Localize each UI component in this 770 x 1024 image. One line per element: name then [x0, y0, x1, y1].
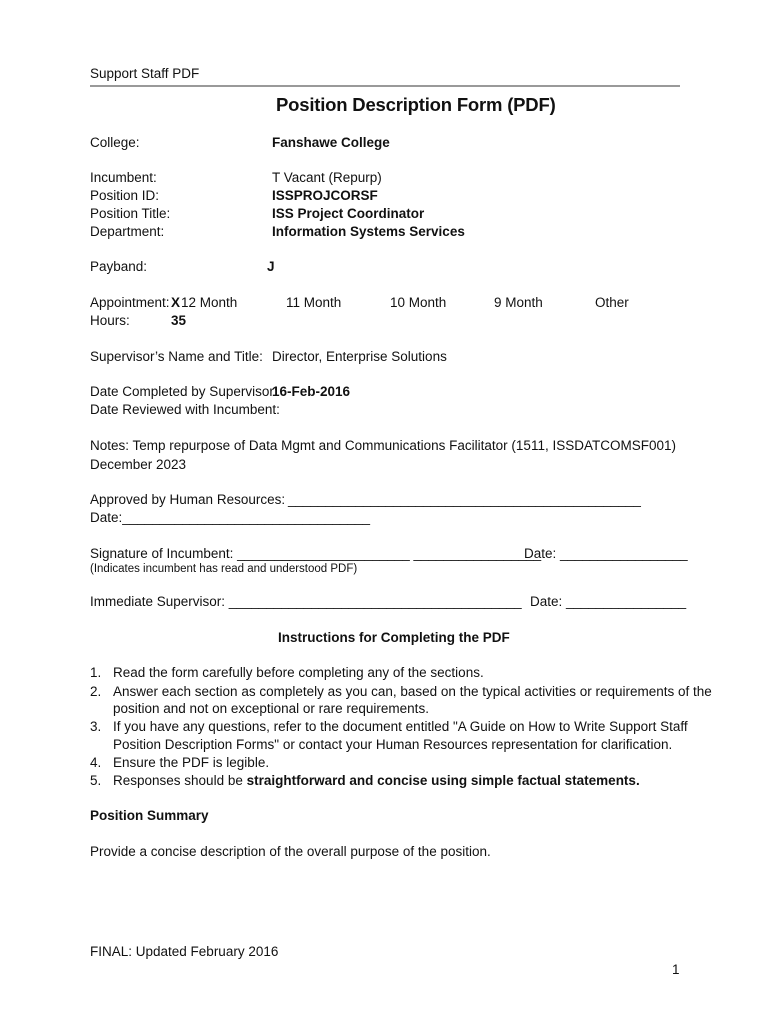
hr-approval-label: Approved by Human Resources: — [90, 492, 286, 507]
department-value: Information Systems Services — [272, 224, 465, 239]
supervisor-label: Supervisor’s Name and Title: — [90, 349, 263, 364]
list-item-number: 1. — [90, 665, 102, 680]
appointment-option-11-month[interactable]: 11 Month — [286, 295, 342, 310]
hours-label: Hours: — [90, 313, 130, 328]
appointment-label: Appointment: — [90, 295, 170, 310]
incumbent-signature-date[interactable]: Date: _________________ — [524, 546, 688, 561]
list-item-text: Answer each section as completely as you can, based on the typical activities or requirements of the — [113, 684, 712, 699]
department-label: Department: — [90, 224, 165, 239]
supervisor-signature-date[interactable]: Date: ________________ — [530, 594, 687, 609]
position-id-label: Position ID: — [90, 188, 160, 203]
appointment-option-10-month[interactable]: 10 Month — [390, 295, 447, 310]
list-item-text: Read the form carefully before completing any of the sections. — [113, 665, 484, 680]
list-item-text-emphasis: straightforward and concise using simple factual statements. — [246, 773, 640, 788]
appointment-selected-mark: X — [171, 295, 181, 310]
list-item-text: Ensure the PDF is legible. — [113, 755, 270, 770]
hr-approval-line[interactable]: _______________________________________________ — [288, 492, 641, 507]
list-item-text — [113, 773, 640, 788]
incumbent-value: T Vacant (Repurp) — [272, 170, 382, 185]
list-item-number: 2. — [90, 684, 102, 699]
list-item-text-continued: position and not on exceptional or rare requirements. — [113, 701, 429, 716]
list-item-number: 3. — [90, 719, 102, 734]
payband-label: Payband: — [90, 259, 148, 274]
college-value: Fanshawe College — [272, 135, 390, 150]
hr-approval-date[interactable]: Date:_________________________________ — [90, 510, 371, 525]
position-title-label: Position Title: — [90, 206, 171, 221]
notes-line-2: December 2023 — [90, 457, 187, 472]
college-label: College: — [90, 135, 140, 150]
incumbent-label: Incumbent: — [90, 170, 157, 185]
position-summary-prompt: Provide a concise description of the overall purpose of the position. — [90, 844, 491, 859]
supervisor-value: Director, Enterprise Solutions — [272, 349, 447, 364]
hours-value: 35 — [171, 313, 187, 328]
page-number: 1 — [672, 962, 680, 977]
supervisor-signature-line[interactable]: Immediate Supervisor: _______________________________________ — [90, 594, 522, 609]
date-completed-value: 16-Feb-2016 — [272, 384, 351, 399]
incumbent-signature-note: (Indicates incumbent has read and understood PDF) — [90, 563, 358, 575]
footer-status: FINAL: Updated February 2016 — [90, 944, 279, 959]
appointment-option-other[interactable]: Other — [595, 295, 629, 310]
document-title: Position Description Form (PDF) — [276, 94, 556, 115]
position-id-value: ISSPROJCORSF — [272, 188, 378, 203]
date-completed-label: Date Completed by Supervisor: — [90, 384, 278, 399]
list-item-text-plain: Responses should be — [113, 773, 247, 788]
position-title-value: ISS Project Coordinator — [272, 206, 425, 221]
list-item-number: 4. — [90, 755, 102, 770]
incumbent-signature-line[interactable]: Signature of Incumbent: _______________________ _________________ — [90, 546, 542, 561]
appointment-option-12-month[interactable]: 12 Month — [181, 295, 238, 310]
instructions-heading: Instructions for Completing the PDF — [278, 630, 510, 645]
appointment-option-9-month[interactable]: 9 Month — [494, 295, 543, 310]
notes-line-1: Notes: Temp repurpose of Data Mgmt and Communications Facilitator (1511, ISSDATCOMSF001) — [90, 438, 676, 453]
list-item-text: If you have any questions, refer to the document entitled "A Guide on How to Write Support Staff — [113, 719, 688, 734]
position-summary-heading: Position Summary — [90, 808, 209, 823]
running-header: Support Staff PDF — [90, 66, 200, 81]
payband-value: J — [267, 259, 275, 274]
header-divider — [90, 85, 680, 87]
date-reviewed-label: Date Reviewed with Incumbent: — [90, 402, 280, 417]
list-item-text-continued: Position Description Forms" or contact your Human Resources representation for clarification. — [113, 737, 673, 752]
list-item-number: 5. — [90, 773, 102, 788]
